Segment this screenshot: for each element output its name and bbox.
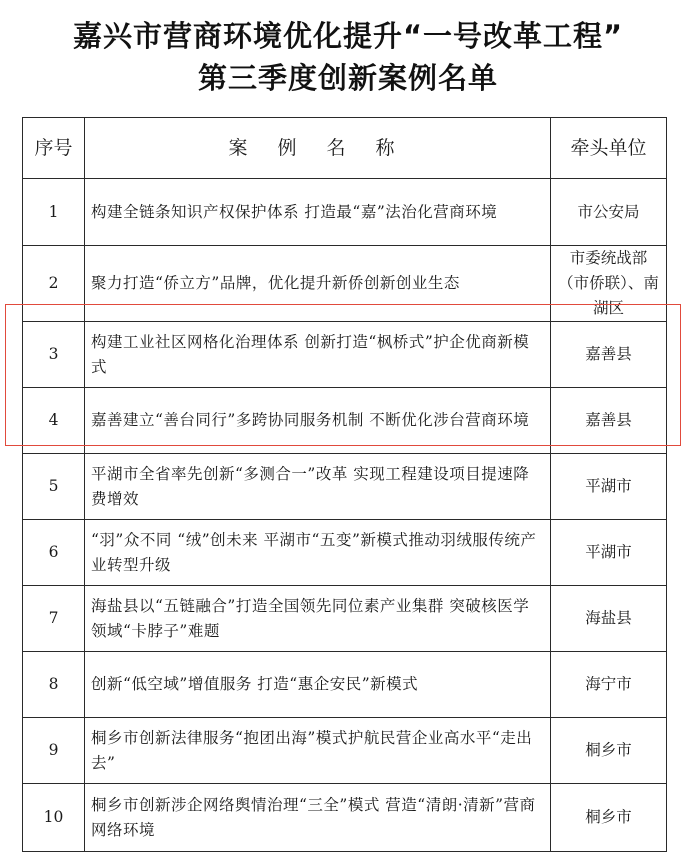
row-case-name: 聚力打造“侨立方”品牌，优化提升新侨创新创业生态 [85, 246, 551, 322]
table-row [23, 322, 667, 388]
table-row [23, 784, 667, 852]
document-title-line1: 嘉兴市营商环境优化提升“一号改革工程” [72, 19, 624, 53]
row-case-name: 创新“低空域”增值服务 打造“惠企安民”新模式 [85, 652, 551, 718]
row-case-name: 海盐县以“五链融合”打造全国领先同位素产业集群 突破核医学领域“卡脖子”难题 [85, 586, 551, 652]
row-lead-unit: 海盐县 [551, 586, 667, 652]
row-num: 6 [23, 520, 85, 586]
table-row [23, 586, 667, 652]
row-lead-unit: 嘉善县 [551, 322, 667, 388]
row-lead-unit: 市公安局 [551, 179, 667, 246]
row-lead-unit: 海宁市 [551, 652, 667, 718]
table-row [23, 246, 667, 322]
header-num: 序号 [23, 118, 85, 179]
row-num: 9 [23, 718, 85, 784]
row-lead-unit: 桐乡市 [551, 784, 667, 852]
row-num: 10 [23, 784, 85, 852]
row-case-name: 桐乡市创新涉企网络舆情治理“三全”模式 营造“清朗·清新”营商网络环境 [85, 784, 551, 852]
row-case-name: 嘉善建立“善台同行”多跨协同服务机制 不断优化涉台营商环境 [85, 388, 551, 454]
header-lead-unit: 牵头单位 [551, 118, 667, 179]
table-row [23, 520, 667, 586]
row-case-name: 平湖市全省率先创新“多测合一”改革 实现工程建设项目提速降费增效 [85, 454, 551, 520]
table-row [23, 652, 667, 718]
row-case-name: “羽”众不同 “绒”创未来 平湖市“五变”新模式推动羽绒服传统产业转型升级 [85, 520, 551, 586]
case-list-table [22, 117, 667, 852]
row-lead-unit: 嘉善县 [551, 388, 667, 454]
row-case-name: 桐乡市创新法律服务“抱团出海”模式护航民营企业高水平“走出去” [85, 718, 551, 784]
row-num: 2 [23, 246, 85, 322]
row-case-name: 构建工业社区网格化治理体系 创新打造“枫桥式”护企优商新模式 [85, 322, 551, 388]
row-num: 4 [23, 388, 85, 454]
row-num: 3 [23, 322, 85, 388]
row-lead-unit: 市委统战部（市侨联）、南湖区 [551, 246, 667, 322]
row-lead-unit: 平湖市 [551, 454, 667, 520]
header-case-name: 案 例 名 称 [85, 118, 551, 179]
row-num: 7 [23, 586, 85, 652]
table-header-row [23, 118, 667, 179]
row-num: 5 [23, 454, 85, 520]
row-case-name: 构建全链条知识产权保护体系 打造最“嘉”法治化营商环境 [85, 179, 551, 246]
row-lead-unit: 桐乡市 [551, 718, 667, 784]
table-row [23, 388, 667, 454]
row-num: 8 [23, 652, 85, 718]
table-row [23, 718, 667, 784]
table-row [23, 179, 667, 246]
document-title-line2: 第三季度创新案例名单 [197, 61, 498, 95]
row-num: 1 [23, 179, 85, 246]
row-lead-unit: 平湖市 [551, 520, 667, 586]
table-row [23, 454, 667, 520]
